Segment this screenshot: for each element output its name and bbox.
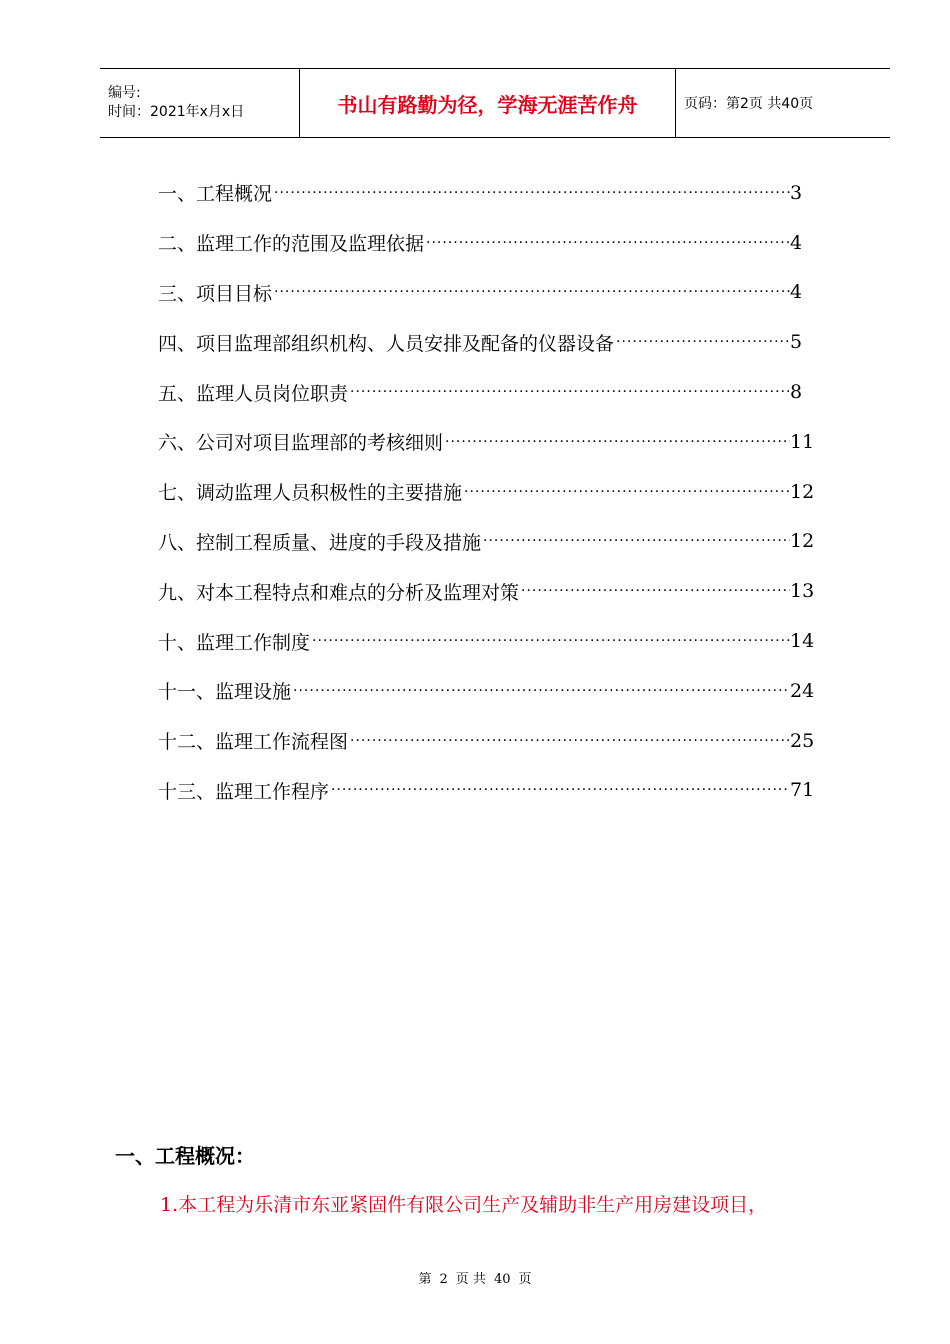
time-label: 时间：2021年x月x日 (108, 104, 245, 120)
toc-leader (614, 334, 790, 350)
toc-leader (329, 782, 790, 798)
toc-title: 六、公司对项目监理部的考核细则 (158, 432, 444, 455)
toc-entry[interactable] (158, 716, 830, 766)
toc-title: 五、监理人员岗位职责 (158, 382, 349, 405)
toc-leader (272, 185, 790, 201)
toc-entry[interactable] (158, 666, 830, 716)
header-page-label: 页码：第2页 共40页 (684, 96, 814, 112)
toc-page-number: 4 (790, 231, 803, 254)
toc-page-number: 12 (790, 480, 815, 503)
toc-page-number: 25 (790, 729, 815, 752)
toc-title: 九、对本工程特点和难点的分析及监理对策 (158, 581, 520, 604)
table-of-contents (158, 168, 830, 815)
toc-title: 七、调动监理人员积极性的主要措施 (158, 482, 463, 505)
footer-suffix: 页 (518, 1272, 532, 1287)
footer-page-number: 2 (439, 1272, 448, 1287)
toc-page-number: 11 (790, 430, 815, 453)
footer-prefix: 第 (418, 1272, 432, 1287)
toc-entry[interactable] (158, 616, 830, 666)
toc-entry[interactable] (158, 218, 830, 268)
page-header (100, 68, 890, 138)
toc-title: 十、监理工作制度 (158, 631, 311, 654)
toc-leader (348, 733, 790, 749)
page-footer (0, 1268, 950, 1287)
body-paragraph: 1.本工程为乐清市东亚紧固件有限公司生产及辅助非生产用房建设项目， (160, 1194, 768, 1216)
section-heading: 一、工程概况： (115, 1144, 255, 1168)
toc-entry[interactable] (158, 168, 830, 218)
toc-title: 一、工程概况 (158, 183, 273, 206)
toc-entry[interactable] (158, 417, 830, 467)
toc-leader (310, 633, 790, 649)
toc-entry[interactable] (158, 766, 830, 816)
toc-page-number: 13 (790, 580, 815, 603)
toc-page-number: 71 (790, 779, 815, 802)
toc-page-number: 3 (790, 181, 803, 204)
toc-page-number: 12 (790, 530, 815, 553)
toc-title: 十二、监理工作流程图 (158, 731, 349, 754)
toc-leader (424, 235, 790, 251)
toc-leader (291, 683, 790, 699)
toc-title: 二、监理工作的范围及监理依据 (158, 233, 425, 256)
footer-middle: 页 共 (455, 1272, 486, 1287)
toc-page-number: 5 (790, 331, 803, 354)
toc-entry[interactable] (158, 367, 830, 417)
toc-title: 十一、监理设施 (158, 681, 292, 704)
toc-entry[interactable] (158, 566, 830, 616)
footer-total-pages: 40 (493, 1272, 511, 1287)
toc-entry[interactable] (158, 268, 830, 318)
toc-leader (519, 583, 790, 599)
toc-page-number: 24 (790, 679, 815, 702)
toc-page-number: 8 (790, 381, 803, 404)
number-label: 编号: (108, 85, 141, 101)
header-motto: 书山有路勤为径，学海无涯苦作舟 (300, 69, 676, 137)
toc-leader (272, 284, 790, 300)
toc-title: 三、项目目标 (158, 282, 273, 305)
toc-entry[interactable] (158, 517, 830, 567)
toc-leader (348, 384, 790, 400)
toc-title: 四、项目监理部组织机构、人员安排及配备的仪器设备 (158, 332, 615, 355)
toc-entry[interactable] (158, 467, 830, 517)
toc-leader (481, 533, 790, 549)
toc-page-number: 14 (790, 630, 815, 653)
toc-leader (462, 484, 790, 500)
toc-entry[interactable] (158, 317, 830, 367)
header-meta (100, 69, 300, 137)
toc-title: 八、控制工程质量、进度的手段及措施 (158, 531, 482, 554)
toc-page-number: 4 (790, 281, 803, 304)
toc-leader (443, 434, 790, 450)
toc-title: 十三、监理工作程序 (158, 780, 330, 803)
